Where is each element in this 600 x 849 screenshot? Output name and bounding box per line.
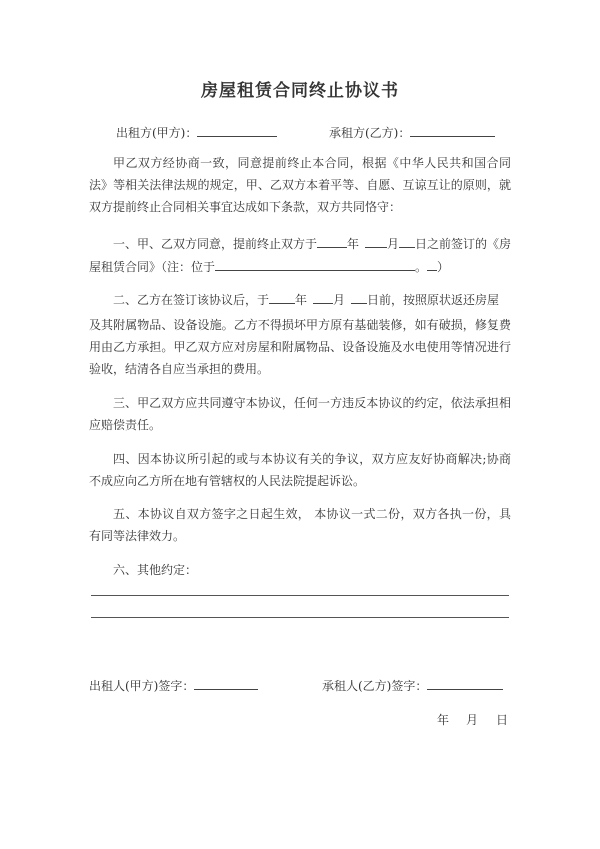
clause1-tail-blank (427, 258, 437, 271)
clause1-line2 (89, 258, 449, 276)
clause1-month-label: 月 (387, 237, 400, 251)
lessor-signature-label: 出租人(甲方)签字： (89, 679, 195, 693)
date-month: 月 (466, 713, 479, 727)
lessee-line (329, 124, 495, 142)
lessor-label: 出租方(甲方)： (116, 126, 198, 140)
date-year: 年 (437, 713, 450, 727)
other-terms-rule-1 (91, 595, 509, 596)
clause1-period: 。 (415, 260, 428, 274)
clause1-year-label: 年 (347, 237, 360, 251)
clause1-address-blank (215, 258, 415, 271)
clause2-month-blank (313, 291, 333, 304)
clause1-text-a: 一、甲、乙双方同意，提前终止双方于 (113, 237, 318, 251)
clause1-text-c: 屋租赁合同》（注：位于 (89, 260, 216, 274)
clause2-month-label: 月 (333, 293, 346, 307)
clause2-line1 (113, 291, 499, 309)
clause1-month-blank (365, 235, 387, 248)
clause1-close: ） (437, 260, 450, 274)
clause3-paragraph: 三、甲乙双方应共同遵守本协议，任何一方违反本协议的约定，依法承担相应赔偿责任。 (89, 396, 511, 432)
clause4-paragraph: 四、因本协议所引起的或与本协议有关的争议，双方应友好协商解决;协商不成应向乙方所在地有管辖权的人民法院提起诉讼。 (89, 452, 511, 488)
clause1-day-blank (399, 235, 415, 248)
clause2-year-label: 年 (295, 293, 308, 307)
lessor-line (116, 124, 277, 142)
clause2-paragraph: 及其附属物品、设备设施。乙方不得损坏甲方原有基础装修，如有破损，修复费用由乙方承担。甲乙双方应对房屋和附属物品、设备设施及水电使用等情况进行验收，结清各自应当承担的费用。 (89, 318, 511, 376)
clause2-day-blank (351, 291, 367, 304)
lessee-signature-line (322, 677, 503, 695)
clause6-line: 六、其他约定： (113, 563, 198, 577)
clause1-line1 (113, 235, 511, 253)
lessee-label: 承租方(乙方)： (329, 126, 411, 140)
lessee-signature-blank (427, 677, 503, 690)
lessee-signature-label: 承租人(乙方)签字： (322, 679, 428, 693)
clause1-year-blank (317, 235, 347, 248)
intro-paragraph: 甲乙双方经协商一致，同意提前终止本合同，根据《中华人民共和国合同法》等相关法律法规的规定，甲、乙双方本着平等、自愿、互谅互让的原则，就双方提前终止合同相关事宜达成如下条款，双方共同恪守： (89, 156, 511, 214)
clause5-paragraph: 五、本协议自双方签字之日起生效， 本协议一式二份，双方各执一份，具有同等法律效力。 (89, 507, 511, 543)
other-terms-rule-2 (91, 617, 509, 618)
clause2-text-a: 二、乙方在签订该协议后，于 (113, 293, 270, 307)
lessor-blank (197, 124, 277, 137)
lessor-signature-blank (194, 677, 258, 690)
lessor-signature-line (89, 677, 258, 695)
date-day: 日 (496, 713, 509, 727)
document-title: 房屋租赁合同终止协议书 (201, 81, 399, 101)
lessee-blank (410, 124, 495, 137)
clause2-text-b: 日前，按照原状返还房屋 (367, 293, 500, 307)
clause2-year-blank (269, 291, 295, 304)
clause1-text-b: 日之前签订的《房 (415, 237, 512, 251)
